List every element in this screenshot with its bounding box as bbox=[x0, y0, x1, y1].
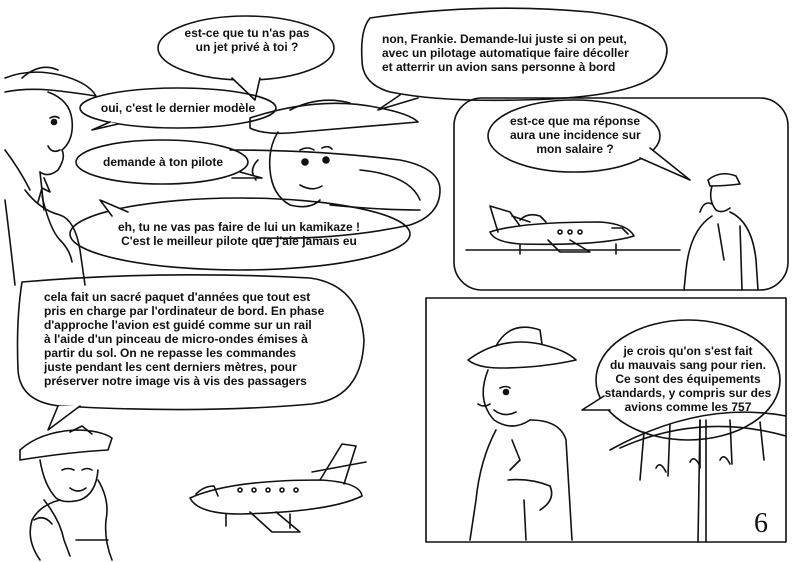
panel-4-art bbox=[426, 298, 786, 542]
speech-bubble-standard-equipment: je crois qu'on s'est fait du mauvais sang pour rien. Ce sont des équipements standards, y compris sur des avions comme les 757 bbox=[604, 344, 772, 414]
speech-bubble-latest-model: oui, c'est le dernier modèle bbox=[100, 101, 256, 115]
page-number: 6 bbox=[754, 508, 768, 539]
speech-bubble-private-jet-question: est-ce que tu n'as pas un jet privé à toi ? bbox=[184, 26, 310, 54]
frankie-smiling bbox=[468, 327, 576, 540]
speech-bubble-onboard-computer: cela fait un sacré paquet d'années que tout est pris en charge par l'ordinateur de bord. En phase d'approche l'avion est guidé comme sur un rail à l'aide d'un pinceau de micro-ondes émises à partir du sol. On ne repasse les commandes juste pendant les cent derniers mètres, pour préserver notre image vis à vis des passagers bbox=[44, 290, 325, 388]
speech-bubble-salary-question: est-ce que ma réponse aura une incidence sur mon salaire ? bbox=[510, 114, 641, 156]
frankie-figure bbox=[5, 67, 96, 285]
landing-jet bbox=[190, 444, 366, 532]
pilot-figure bbox=[684, 174, 758, 290]
speech-bubble-autopilot-question: non, Frankie. Demande-lui juste si on peut, avec un pilotage automatique faire décoller et atterrir un avion sans personne à bord bbox=[382, 32, 629, 74]
pilot-on-phone bbox=[20, 426, 112, 560]
speech-bubble-ask-pilot: demande à ton pilote bbox=[102, 155, 223, 169]
car-with-passenger bbox=[230, 100, 440, 238]
speech-bubble-kamikaze: eh, tu ne vas pas faire de lui un kamikaze ! C'est le meilleur pilote que j'aie jamais eu bbox=[117, 220, 361, 248]
parked-jet bbox=[490, 206, 634, 254]
